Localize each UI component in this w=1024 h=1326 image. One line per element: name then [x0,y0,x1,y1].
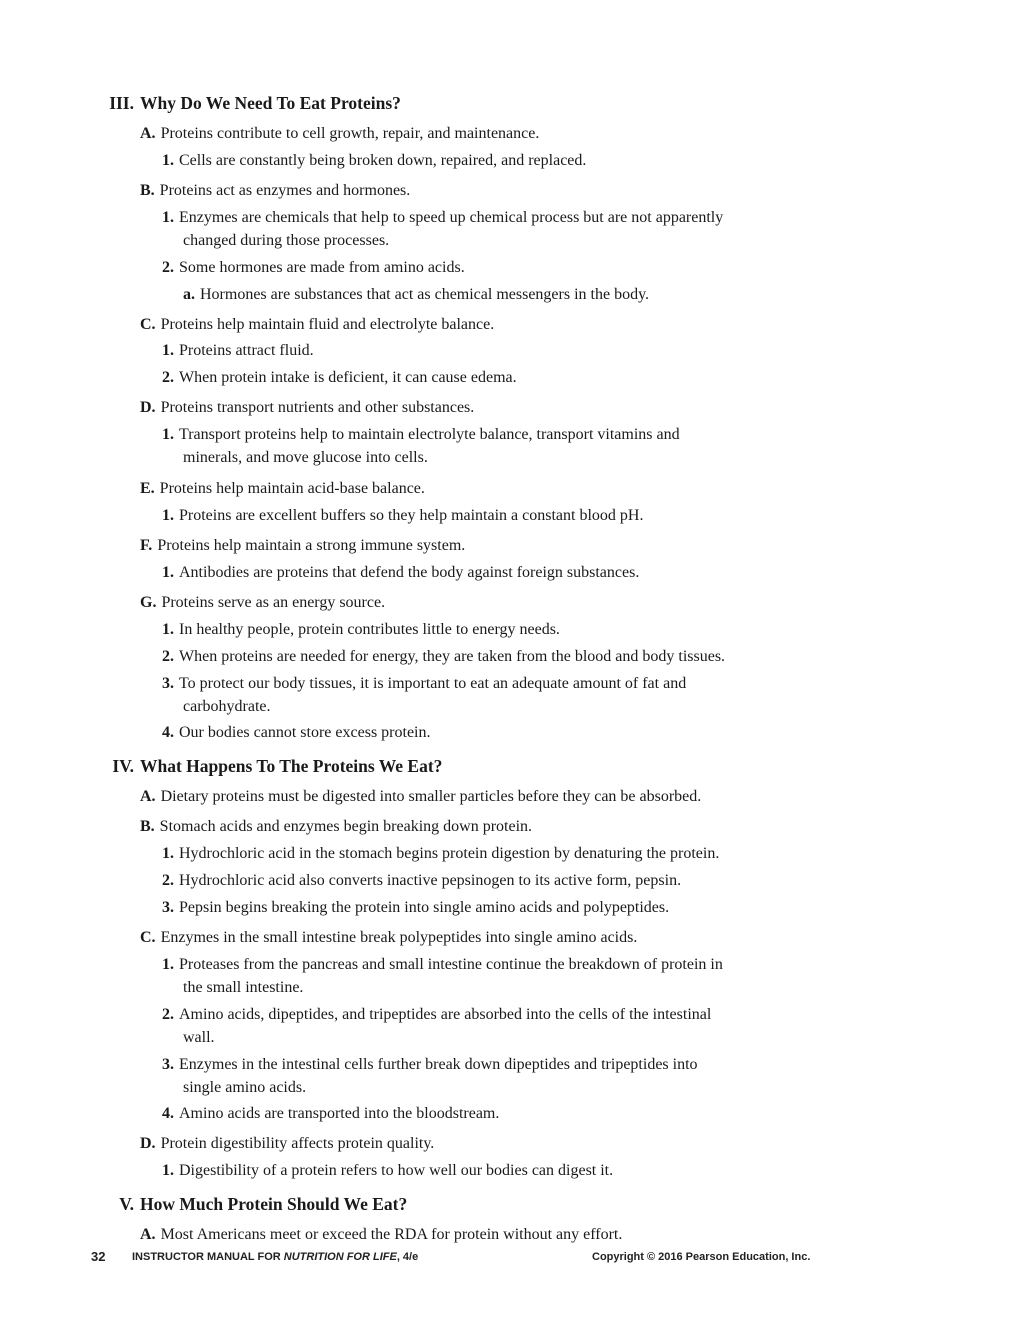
outline-item [162,896,669,919]
item-marker: 1. [162,342,174,359]
item-marker: 1. [162,426,174,443]
footer-title-suffix: , 4/e [396,1251,419,1263]
item-marker: D. [140,1135,156,1152]
section-number: V. [119,1194,134,1214]
item-marker: A. [140,788,156,805]
item-marker: E. [140,480,155,497]
item-text: Hydrochloric acid also converts inactive pepsinogen to its active form, pepsin. [179,872,682,889]
item-continuation: carbohydrate. [183,698,271,715]
item-continuation: changed during those processes. [183,232,390,249]
item-marker: D. [140,399,156,416]
item-text: Pepsin begins breaking the protein into single amino acids and polypeptides. [179,899,670,916]
outline-item [162,206,723,229]
footer-title-prefix: INSTRUCTOR MANUAL FOR [132,1251,284,1263]
item-text: Proteins contribute to cell growth, repair, and maintenance. [160,125,540,142]
page-number: 32 [91,1249,106,1264]
outline-item [162,1053,698,1076]
item-text: Proteins help maintain fluid and electrolyte balance. [160,316,495,333]
item-text: Proteins attract fluid. [179,342,314,359]
section-title: How Much Protein Should We Eat? [140,1194,408,1214]
item-continuation: wall. [183,1029,215,1046]
outline-item [162,561,639,584]
item-marker: 3. [162,675,174,692]
section-number: III. [109,93,134,113]
item-marker: B. [140,182,155,199]
section-title: What Happens To The Proteins We Eat? [140,756,443,776]
outline-item [140,396,474,419]
item-continuation: single amino acids. [183,1079,307,1096]
item-text: Some hormones are made from amino acids. [179,259,465,276]
item-text: Dietary proteins must be digested into smaller particles before they can be absorbed. [160,788,702,805]
outline-item [162,504,643,527]
item-marker: 2. [162,369,174,386]
item-text: Proteins help maintain acid-base balance. [159,480,425,497]
outline-item [162,618,560,641]
copyright-notice: Copyright © 2016 Pearson Education, Inc. [592,1251,811,1263]
item-marker: 4. [162,1105,174,1122]
outline-item [162,953,723,976]
item-marker: 2. [162,872,174,889]
outline-item [162,149,586,172]
outline-item [162,1003,711,1026]
item-text: Antibodies are proteins that defend the body against foreign substances. [179,564,640,581]
outline-item [140,1132,434,1155]
footer-book-title: NUTRITION FOR LIFE [283,1251,397,1263]
section-number: IV. [112,756,134,776]
item-text: Proteins act as enzymes and hormones. [159,182,411,199]
outline-item [140,534,465,557]
item-marker: 1. [162,1162,174,1179]
outline-item [162,256,465,279]
item-marker: 2. [162,1006,174,1023]
item-marker: 1. [162,564,174,581]
item-text: Digestibility of a protein refers to how well our bodies can digest it. [179,1162,614,1179]
item-marker: 1. [162,152,174,169]
item-text: Proteins serve as an energy source. [161,594,386,611]
item-marker: 1. [162,507,174,524]
outline-item [140,122,539,145]
item-marker: A. [140,125,156,142]
item-text: When protein intake is deficient, it can cause edema. [179,369,517,386]
outline-item [162,869,681,892]
item-marker: 4. [162,724,174,741]
item-text: Proteases from the pancreas and small intestine continue the breakdown of protein in [179,956,723,973]
item-marker: 1. [162,845,174,862]
item-marker: 1. [162,209,174,226]
item-marker: A. [140,1226,156,1243]
outline-item [162,842,719,865]
page-footer [0,1250,1024,1270]
outline-item [140,815,532,838]
item-marker: 3. [162,1056,174,1073]
item-text: Proteins are excellent buffers so they help maintain a constant blood pH. [179,507,644,524]
item-marker: B. [140,818,155,835]
item-continuation: minerals, and move glucose into cells. [183,449,428,466]
outline-item [140,926,637,949]
item-marker: 1. [162,956,174,973]
outline-item [162,645,725,668]
item-marker: a. [183,286,195,303]
item-marker: 3. [162,899,174,916]
item-text: Cells are constantly being broken down, repaired, and replaced. [179,152,587,169]
item-text: Our bodies cannot store excess protein. [179,724,431,741]
section-title: Why Do We Need To Eat Proteins? [140,93,401,113]
item-marker: C. [140,316,156,333]
outline-item [140,477,425,500]
item-text: Most Americans meet or exceed the RDA for protein without any effort. [160,1226,623,1243]
item-marker: G. [140,594,157,611]
outline-item [140,179,410,202]
outline-item [140,591,385,614]
outline-item [162,339,314,362]
item-text: Hormones are substances that act as chemical messengers in the body. [200,286,650,303]
item-text: Stomach acids and enzymes begin breaking down protein. [159,818,533,835]
item-text: Amino acids, dipeptides, and tripeptides are absorbed into the cells of the intestinal [179,1006,712,1023]
item-marker: 2. [162,648,174,665]
item-text: Protein digestibility affects protein quality. [160,1135,435,1152]
outline-item [140,1223,622,1246]
outline-item [183,283,649,306]
item-text: Enzymes in the small intestine break polypeptides into single amino acids. [160,929,638,946]
outline-item [162,423,680,446]
outline-item [140,313,494,336]
item-text: Proteins help maintain a strong immune system. [157,537,466,554]
outline-item [162,672,686,695]
outline-item [162,721,430,744]
item-text: Transport proteins help to maintain electrolyte balance, transport vitamins and [179,426,680,443]
outline-item [162,1159,613,1182]
item-text: Proteins transport nutrients and other substances. [160,399,475,416]
item-text: Enzymes in the intestinal cells further break down dipeptides and tripeptides into [179,1056,698,1073]
item-text: Enzymes are chemicals that help to speed up chemical process but are not apparently [179,209,724,226]
item-continuation: the small intestine. [183,979,304,996]
outline-item [140,785,701,808]
item-marker: 1. [162,621,174,638]
item-marker: F. [140,537,153,554]
item-text: Amino acids are transported into the bloodstream. [179,1105,500,1122]
footer-title [132,1251,418,1263]
outline-item [162,366,517,389]
item-marker: 2. [162,259,174,276]
item-text: In healthy people, protein contributes little to energy needs. [179,621,560,638]
item-text: To protect our body tissues, it is important to eat an adequate amount of fat and [179,675,687,692]
item-text: When proteins are needed for energy, they are taken from the blood and body tissues. [179,648,726,665]
item-text: Hydrochloric acid in the stomach begins protein digestion by denaturing the protein. [179,845,720,862]
item-marker: C. [140,929,156,946]
outline-item [162,1102,499,1125]
